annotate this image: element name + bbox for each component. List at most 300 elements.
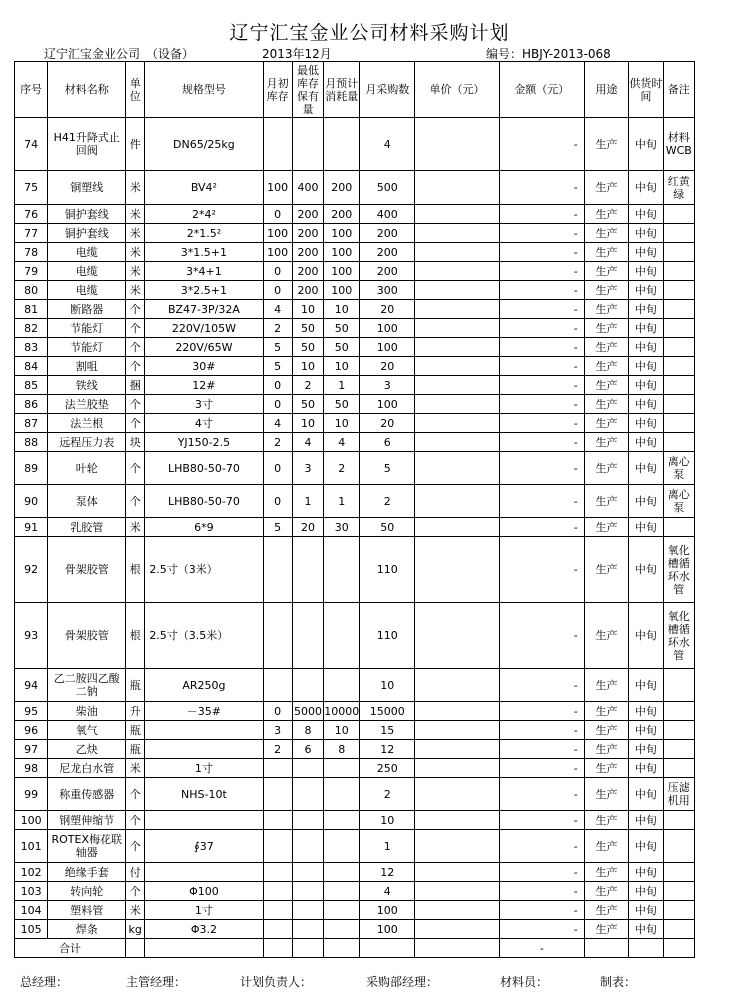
- cell-stock: [263, 882, 292, 901]
- cell-spec: 2*4²: [145, 205, 263, 224]
- cell-stock: [263, 778, 292, 811]
- cell-min: 200: [292, 224, 323, 243]
- cell-buy: 4: [360, 882, 415, 901]
- table-row: [15, 376, 695, 395]
- cell-price: [415, 721, 500, 740]
- cell-note: [663, 901, 694, 920]
- cell-unit: 瓶: [126, 740, 145, 759]
- table-row: [15, 778, 695, 811]
- table-row: [15, 669, 695, 702]
- planner-signature-label: 计划负责人：: [240, 975, 313, 989]
- total-label: 合计: [15, 939, 126, 958]
- cell-buy: 12: [360, 863, 415, 882]
- cell-name: 乙二胺四乙酸二钠: [48, 669, 126, 702]
- cell-name: 电缆: [48, 243, 126, 262]
- clerk-signature-label: 材料员：: [500, 975, 549, 989]
- cell-time: 中旬: [629, 830, 663, 863]
- cell-time: 中旬: [629, 452, 663, 485]
- cell-stock: [263, 830, 292, 863]
- cell-name: 氧气: [48, 721, 126, 740]
- supervisor-signature-label: 主管经理：: [126, 975, 187, 989]
- procurement-table: [14, 61, 695, 958]
- cell-amount: -: [499, 243, 584, 262]
- cell-price: [415, 395, 500, 414]
- cell-est: 200: [324, 205, 360, 224]
- cell-name: ROTEX梅花联轴器: [48, 830, 126, 863]
- cell-time: 中旬: [629, 920, 663, 939]
- cell-stock: [263, 603, 292, 669]
- cell-use: 生产: [584, 118, 628, 171]
- cell-unit: 米: [126, 518, 145, 537]
- cell-amount: -: [499, 433, 584, 452]
- cell-est: [324, 118, 360, 171]
- cell-name: 骨架胶管: [48, 537, 126, 603]
- cell-spec: [145, 811, 263, 830]
- cell-stock: [263, 863, 292, 882]
- cell-est: [324, 863, 360, 882]
- cell-seq: 104: [15, 901, 48, 920]
- document-title: 辽宁汇宝金业公司材料采购计划: [229, 22, 510, 44]
- cell-price: [415, 778, 500, 811]
- maker-signature-label: 制表：: [600, 975, 637, 989]
- purchasing-signature-label: 采购部经理：: [366, 975, 439, 989]
- table-row: [15, 281, 695, 300]
- cell-use: 生产: [584, 603, 628, 669]
- cell-buy: 100: [360, 319, 415, 338]
- cell-name: 铜护套线: [48, 205, 126, 224]
- cell-time: 中旬: [629, 300, 663, 319]
- cell-note: [663, 243, 694, 262]
- cell-spec: 1寸: [145, 759, 263, 778]
- cell-price: [415, 224, 500, 243]
- cell-name: 尼龙白水管: [48, 759, 126, 778]
- cell-note: 氧化槽循环水管: [663, 603, 694, 669]
- cell-time: 中旬: [629, 603, 663, 669]
- cell-unit: 根: [126, 603, 145, 669]
- cell-note: [663, 395, 694, 414]
- cell-use: 生产: [584, 702, 628, 721]
- table-row: [15, 603, 695, 669]
- cell-price: [415, 433, 500, 452]
- cell-est: [324, 603, 360, 669]
- cell-stock: 0: [263, 702, 292, 721]
- cell-est: [324, 882, 360, 901]
- col-est-header: 月预计消耗量: [324, 62, 360, 118]
- cell-stock: [263, 920, 292, 939]
- cell-min: [292, 901, 323, 920]
- cell-min: 10: [292, 300, 323, 319]
- cell-seq: 99: [15, 778, 48, 811]
- cell-unit: 个: [126, 338, 145, 357]
- company-label: 辽宁汇宝金业公司 （设备）: [44, 47, 195, 61]
- cell-note: [663, 281, 694, 300]
- cell-seq: 90: [15, 485, 48, 518]
- cell-time: 中旬: [629, 224, 663, 243]
- cell-price: [415, 118, 500, 171]
- cell-amount: -: [499, 376, 584, 395]
- cell-spec: 1寸: [145, 901, 263, 920]
- cell-seq: 74: [15, 118, 48, 171]
- cell-price: [415, 357, 500, 376]
- cell-est: [324, 920, 360, 939]
- cell-unit: 米: [126, 171, 145, 205]
- cell-note: [663, 224, 694, 243]
- cell-spec: NHS-10t: [145, 778, 263, 811]
- cell-use: 生产: [584, 262, 628, 281]
- cell-amount: -: [499, 224, 584, 243]
- cell-time: 中旬: [629, 518, 663, 537]
- cell-spec: YJ150-2.5: [145, 433, 263, 452]
- cell-price: [415, 740, 500, 759]
- cell-note: 红黄绿: [663, 171, 694, 205]
- col-stock-header: 月初库存: [263, 62, 292, 118]
- cell-seq: 94: [15, 669, 48, 702]
- cell-amount: -: [499, 205, 584, 224]
- cell-unit: 个: [126, 357, 145, 376]
- gm-signature-label: 总经理：: [20, 975, 69, 989]
- cell-time: 中旬: [629, 740, 663, 759]
- cell-est: 100: [324, 281, 360, 300]
- cell-buy: 100: [360, 395, 415, 414]
- cell-note: [663, 414, 694, 433]
- cell-name: 塑料管: [48, 901, 126, 920]
- cell-seq: 78: [15, 243, 48, 262]
- cell-price: [415, 863, 500, 882]
- cell-min: [292, 759, 323, 778]
- cell-stock: 100: [263, 171, 292, 205]
- cell-seq: 97: [15, 740, 48, 759]
- cell-name: 称重传感器: [48, 778, 126, 811]
- cell-stock: [263, 759, 292, 778]
- col-amount-header: 金额（元）: [499, 62, 584, 118]
- cell-seq: 88: [15, 433, 48, 452]
- cell-name: 法兰胶垫: [48, 395, 126, 414]
- cell-note: [663, 357, 694, 376]
- cell-unit: 个: [126, 485, 145, 518]
- cell-est: 50: [324, 319, 360, 338]
- cell-price: [415, 830, 500, 863]
- cell-use: 生产: [584, 224, 628, 243]
- cell-buy: 4: [360, 118, 415, 171]
- cell-name: 绝缘手套: [48, 863, 126, 882]
- cell-seq: 102: [15, 863, 48, 882]
- cell-seq: 89: [15, 452, 48, 485]
- cell-min: 50: [292, 395, 323, 414]
- cell-est: 2: [324, 452, 360, 485]
- cell-min: 5000: [292, 702, 323, 721]
- cell-stock: [263, 901, 292, 920]
- col-spec-header: 规格型号: [145, 62, 263, 118]
- col-note-header: 备注: [663, 62, 694, 118]
- cell-amount: -: [499, 759, 584, 778]
- cell-min: 8: [292, 721, 323, 740]
- cell-amount: -: [499, 811, 584, 830]
- cell-time: 中旬: [629, 811, 663, 830]
- cell-spec: [145, 740, 263, 759]
- cell-price: [415, 171, 500, 205]
- cell-min: [292, 882, 323, 901]
- cell-est: [324, 537, 360, 603]
- cell-name: 铜护套线: [48, 224, 126, 243]
- cell-time: 中旬: [629, 702, 663, 721]
- cell-buy: 200: [360, 243, 415, 262]
- period-label: 2013年12月: [262, 47, 332, 61]
- cell-stock: [263, 669, 292, 702]
- cell-amount: -: [499, 452, 584, 485]
- cell-unit: 米: [126, 262, 145, 281]
- cell-min: [292, 778, 323, 811]
- cell-time: 中旬: [629, 537, 663, 603]
- cell-min: [292, 811, 323, 830]
- cell-note: [663, 811, 694, 830]
- cell-price: [415, 414, 500, 433]
- cell-price: [415, 669, 500, 702]
- cell-time: 中旬: [629, 901, 663, 920]
- cell-use: 生产: [584, 357, 628, 376]
- cell-min: [292, 830, 323, 863]
- cell-time: 中旬: [629, 262, 663, 281]
- cell-name: 电缆: [48, 281, 126, 300]
- cell-amount: -: [499, 171, 584, 205]
- cell-spec: LHB80-50-70: [145, 485, 263, 518]
- cell-stock: 0: [263, 262, 292, 281]
- cell-unit: 个: [126, 811, 145, 830]
- cell-name: 节能灯: [48, 319, 126, 338]
- cell-seq: 80: [15, 281, 48, 300]
- cell-amount: -: [499, 537, 584, 603]
- cell-min: 2: [292, 376, 323, 395]
- cell-min: [292, 669, 323, 702]
- cell-unit: 瓶: [126, 669, 145, 702]
- cell-note: [663, 863, 694, 882]
- cell-amount: -: [499, 319, 584, 338]
- cell-use: 生产: [584, 778, 628, 811]
- cell-time: 中旬: [629, 882, 663, 901]
- cell-name: 叶轮: [48, 452, 126, 485]
- cell-stock: 0: [263, 205, 292, 224]
- cell-amount: -: [499, 518, 584, 537]
- cell-min: [292, 603, 323, 669]
- cell-est: 10: [324, 357, 360, 376]
- cell-min: 20: [292, 518, 323, 537]
- cell-buy: 200: [360, 262, 415, 281]
- cell-use: 生产: [584, 669, 628, 702]
- cell-amount: -: [499, 603, 584, 669]
- cell-buy: 12: [360, 740, 415, 759]
- cell-min: 10: [292, 414, 323, 433]
- table-row: [15, 721, 695, 740]
- cell-price: [415, 205, 500, 224]
- cell-unit: 个: [126, 319, 145, 338]
- cell-amount: -: [499, 901, 584, 920]
- cell-spec: AR250g: [145, 669, 263, 702]
- cell-price: [415, 901, 500, 920]
- cell-time: 中旬: [629, 243, 663, 262]
- cell-est: [324, 901, 360, 920]
- table-row: [15, 395, 695, 414]
- cell-seq: 92: [15, 537, 48, 603]
- cell-use: 生产: [584, 759, 628, 778]
- cell-spec: DN65/25kg: [145, 118, 263, 171]
- table-row: [15, 262, 695, 281]
- cell-unit: 个: [126, 882, 145, 901]
- cell-buy: 2: [360, 485, 415, 518]
- cell-stock: [263, 811, 292, 830]
- cell-buy: 110: [360, 537, 415, 603]
- cell-name: 乳胶管: [48, 518, 126, 537]
- cell-use: 生产: [584, 338, 628, 357]
- cell-seq: 87: [15, 414, 48, 433]
- cell-amount: -: [499, 863, 584, 882]
- cell-unit: 捆: [126, 376, 145, 395]
- cell-use: 生产: [584, 281, 628, 300]
- cell-spec: 12#: [145, 376, 263, 395]
- cell-price: [415, 319, 500, 338]
- cell-name: H41升降式止回阀: [48, 118, 126, 171]
- cell-use: 生产: [584, 395, 628, 414]
- cell-time: 中旬: [629, 281, 663, 300]
- table-row: [15, 759, 695, 778]
- cell-price: [415, 281, 500, 300]
- cell-min: 200: [292, 281, 323, 300]
- cell-note: [663, 669, 694, 702]
- cell-use: 生产: [584, 901, 628, 920]
- cell-amount: -: [499, 778, 584, 811]
- cell-note: [663, 740, 694, 759]
- table-row: [15, 863, 695, 882]
- cell-spec: 4寸: [145, 414, 263, 433]
- cell-note: 离心泵: [663, 485, 694, 518]
- table-row: [15, 740, 695, 759]
- cell-buy: 400: [360, 205, 415, 224]
- table-row: [15, 901, 695, 920]
- cell-min: 400: [292, 171, 323, 205]
- table-row: [15, 485, 695, 518]
- cell-spec: 3*1.5+1: [145, 243, 263, 262]
- cell-use: 生产: [584, 300, 628, 319]
- cell-note: [663, 319, 694, 338]
- cell-min: [292, 863, 323, 882]
- cell-spec: －35#: [145, 702, 263, 721]
- cell-note: [663, 338, 694, 357]
- cell-price: [415, 243, 500, 262]
- cell-spec: 6*9: [145, 518, 263, 537]
- cell-name: 焊条: [48, 920, 126, 939]
- cell-unit: 件: [126, 118, 145, 171]
- cell-unit: 块: [126, 433, 145, 452]
- cell-est: [324, 669, 360, 702]
- cell-stock: 3: [263, 721, 292, 740]
- cell-note: [663, 882, 694, 901]
- cell-use: 生产: [584, 863, 628, 882]
- cell-unit: 个: [126, 778, 145, 811]
- signature-footer: [0, 973, 739, 991]
- cell-time: 中旬: [629, 171, 663, 205]
- cell-use: 生产: [584, 171, 628, 205]
- cell-min: 200: [292, 205, 323, 224]
- col-time-header: 供货时间: [629, 62, 663, 118]
- cell-spec: Φ3.2: [145, 920, 263, 939]
- cell-min: 200: [292, 262, 323, 281]
- cell-buy: 250: [360, 759, 415, 778]
- col-name-header: 材料名称: [48, 62, 126, 118]
- cell-time: 中旬: [629, 338, 663, 357]
- table-row: [15, 338, 695, 357]
- table-row: [15, 882, 695, 901]
- cell-name: 断路器: [48, 300, 126, 319]
- cell-buy: 300: [360, 281, 415, 300]
- cell-est: 50: [324, 338, 360, 357]
- cell-price: [415, 759, 500, 778]
- cell-unit: 根: [126, 537, 145, 603]
- cell-seq: 98: [15, 759, 48, 778]
- cell-unit: kg: [126, 920, 145, 939]
- cell-time: 中旬: [629, 485, 663, 518]
- cell-time: 中旬: [629, 669, 663, 702]
- cell-spec: 220V/65W: [145, 338, 263, 357]
- cell-est: 10: [324, 721, 360, 740]
- cell-est: [324, 759, 360, 778]
- cell-buy: 100: [360, 338, 415, 357]
- cell-amount: -: [499, 281, 584, 300]
- table-row: [15, 537, 695, 603]
- cell-buy: 20: [360, 414, 415, 433]
- cell-unit: 个: [126, 395, 145, 414]
- document-code: 编号：HBJY-2013-068: [486, 47, 611, 61]
- cell-seq: 82: [15, 319, 48, 338]
- table-row: [15, 830, 695, 863]
- cell-est: 10: [324, 414, 360, 433]
- cell-buy: 10: [360, 669, 415, 702]
- col-unit-header: 单位: [126, 62, 145, 118]
- cell-note: [663, 721, 694, 740]
- cell-est: 50: [324, 395, 360, 414]
- cell-seq: 101: [15, 830, 48, 863]
- cell-note: [663, 518, 694, 537]
- cell-unit: 米: [126, 205, 145, 224]
- cell-min: [292, 920, 323, 939]
- cell-stock: 0: [263, 452, 292, 485]
- cell-price: [415, 882, 500, 901]
- table-row: [15, 452, 695, 485]
- cell-seq: 86: [15, 395, 48, 414]
- cell-name: 铜塑线: [48, 171, 126, 205]
- cell-est: 200: [324, 171, 360, 205]
- cell-use: 生产: [584, 452, 628, 485]
- cell-spec: LHB80-50-70: [145, 452, 263, 485]
- cell-est: 30: [324, 518, 360, 537]
- cell-name: 节能灯: [48, 338, 126, 357]
- table-row: [15, 224, 695, 243]
- cell-stock: 100: [263, 224, 292, 243]
- cell-unit: 付: [126, 863, 145, 882]
- cell-use: 生产: [584, 740, 628, 759]
- cell-amount: -: [499, 338, 584, 357]
- col-buy-header: 月采购数: [360, 62, 415, 118]
- cell-buy: 15000: [360, 702, 415, 721]
- cell-min: 3: [292, 452, 323, 485]
- cell-stock: 4: [263, 300, 292, 319]
- cell-buy: 500: [360, 171, 415, 205]
- cell-use: 生产: [584, 376, 628, 395]
- cell-use: 生产: [584, 537, 628, 603]
- cell-price: [415, 537, 500, 603]
- cell-seq: 93: [15, 603, 48, 669]
- cell-time: 中旬: [629, 863, 663, 882]
- table-row: [15, 433, 695, 452]
- cell-spec: Φ100: [145, 882, 263, 901]
- cell-time: 中旬: [629, 433, 663, 452]
